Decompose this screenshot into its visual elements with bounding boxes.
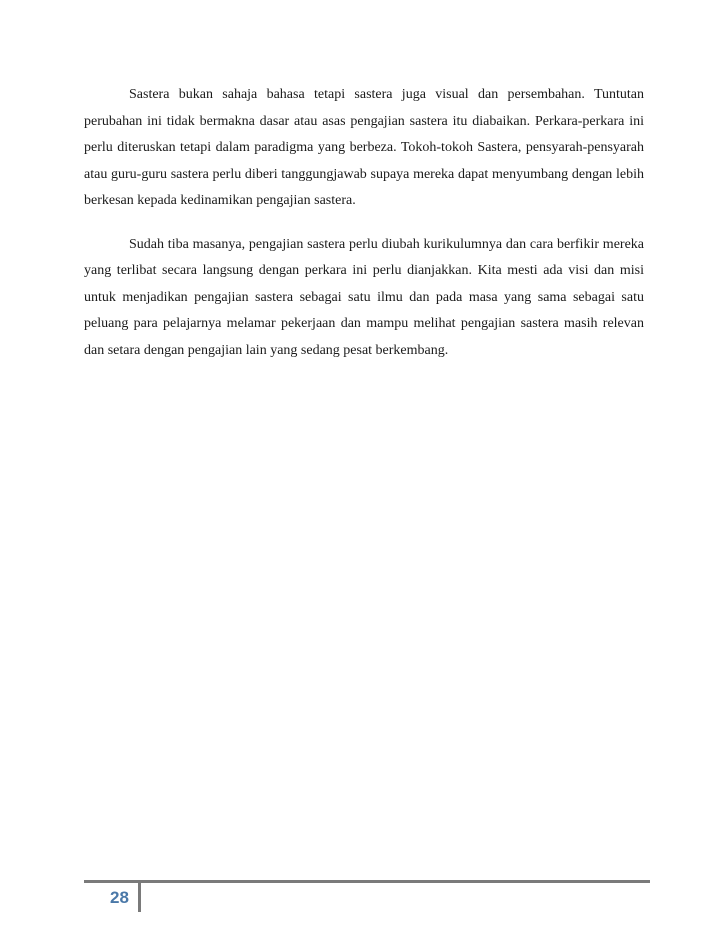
paragraph-2: Sudah tiba masanya, pengajian sastera perlu diubah kurikulumnya dan cara berfikir mereka yang terlibat secara langsung dengan perkara ini perlu dianjakkan. Kita mesti ada visi dan misi untuk menjadikan pengajian sastera sebagai satu ilmu dan pada masa yang sama sebagai satu peluang para pelajarnya melamar pekerjaan dan mampu melihat pengajian sastera masih relevan dan setara dengan pengajian lain yang sedang pesat berkembang. bbox=[84, 236, 644, 358]
document-body bbox=[84, 82, 644, 381]
page-number: 28 bbox=[110, 888, 129, 907]
page-number-divider bbox=[138, 880, 141, 912]
page-footer bbox=[84, 876, 650, 912]
paragraph-1: Sastera bukan sahaja bahasa tetapi sastera juga visual dan persembahan. Tuntutan perubahan ini tidak bermakna dasar atau asas pengajian sastera itu diabaikan. Perkara-perkara ini perlu diteruskan tetapi dalam paradigma yang berbeza. Tokoh-tokoh Sastera, pensyarah-pensyarah atau guru-guru sastera perlu diberi tanggungjawab supaya mereka dapat menyumbang dengan lebih berkesan kepada kedinamikan pengajian sastera. bbox=[84, 87, 644, 208]
footer-rule bbox=[84, 880, 650, 883]
